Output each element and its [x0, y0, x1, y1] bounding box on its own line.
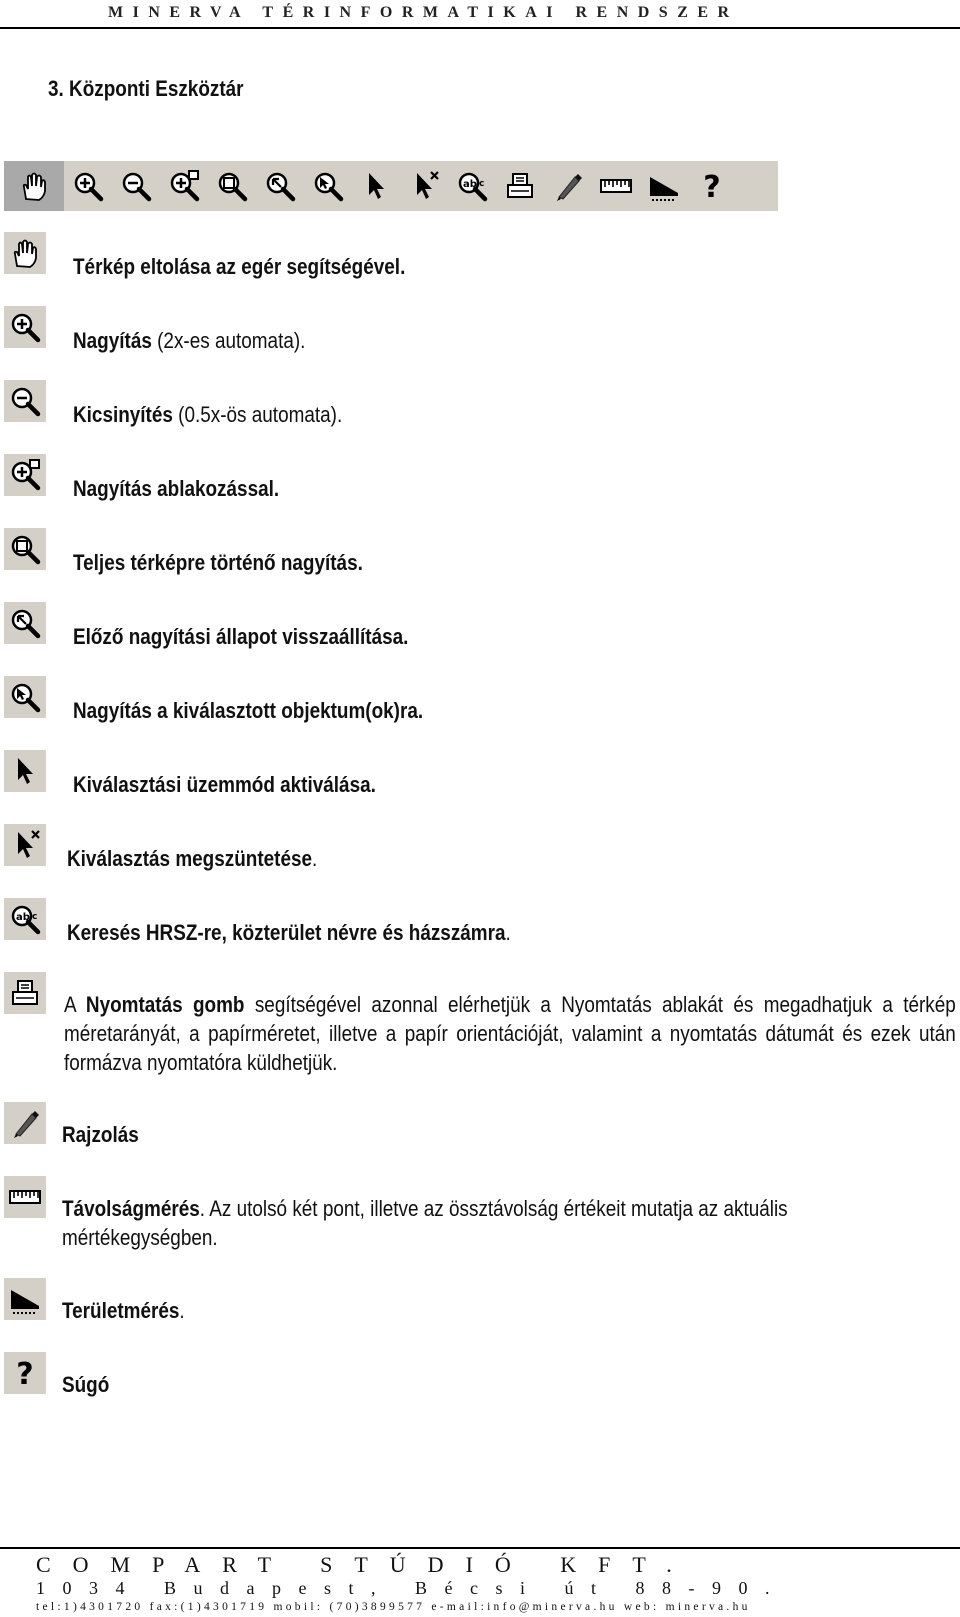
item-zoom-full-text: Teljes térképre történő nagyítás. — [73, 550, 363, 575]
zoom-window-button[interactable] — [160, 163, 208, 209]
zoom-full-icon — [215, 169, 249, 203]
pan-tool-swatch — [4, 232, 46, 274]
measure-area-icon — [647, 169, 681, 203]
hand-icon — [17, 169, 51, 203]
print-icon — [503, 169, 537, 203]
zoom-out-icon — [119, 169, 153, 203]
svg-text:ab: ab — [463, 179, 477, 190]
zoom-selection-button[interactable] — [304, 163, 352, 209]
deselect-tool-swatch — [4, 824, 46, 866]
help-icon — [695, 169, 729, 203]
help-icon — [8, 1356, 42, 1390]
footer-divider — [0, 1547, 960, 1549]
deselect-icon — [407, 169, 441, 203]
print-icon — [8, 976, 42, 1010]
zoom-in-tool-swatch — [4, 306, 46, 348]
measure-distance-icon — [599, 169, 633, 203]
select-arrow-icon — [359, 169, 393, 203]
item-zoom-previous-text: Előző nagyítási állapot visszaállítása. — [73, 624, 409, 649]
zoom-full-button[interactable] — [208, 163, 256, 209]
distance-tool-swatch — [4, 1176, 46, 1218]
zoom-previous-icon — [8, 606, 42, 640]
item-distance-text: Távolságmérés. Az utolsó két pont, illetve az össztávolság értékeit mutatja az aktuális mértékegységben. — [62, 1196, 788, 1250]
draw-button[interactable] — [544, 163, 592, 209]
area-tool-swatch — [4, 1278, 46, 1320]
zoom-full-icon — [8, 532, 42, 566]
zoom-previous-icon — [263, 169, 297, 203]
select-tool-swatch — [4, 750, 46, 792]
item-zoom-in-text: Nagyítás (2x-es automata). — [73, 328, 306, 353]
central-toolbar — [4, 161, 778, 211]
footer-company: COMPART STÚDIÓ KFT. — [36, 1552, 694, 1577]
section-title: 3. Központi Eszköztár — [48, 76, 244, 101]
search-tool-swatch — [4, 898, 46, 940]
zoom-window-icon — [167, 169, 201, 203]
item-zoom-window-text: Nagyítás ablakozással. — [73, 476, 280, 501]
area-button[interactable] — [640, 163, 688, 209]
item-pan-text: Térkép eltolása az egér segítségével. — [73, 254, 406, 279]
zoom-previous-button[interactable] — [256, 163, 304, 209]
header-divider — [0, 27, 960, 29]
item-area-text: Területmérés. — [62, 1298, 185, 1323]
svg-text:c: c — [32, 912, 38, 922]
zoom-previous-tool-swatch — [4, 602, 46, 644]
footer-contact: tel:1)4301720 fax:(1)4301719 mobil: (70)3899577 e-mail:info@minerva.hu web: minerva.hu — [36, 1601, 751, 1613]
deselect-button[interactable] — [400, 163, 448, 209]
item-help-text: Súgó — [62, 1372, 110, 1397]
zoom-in-icon — [8, 310, 42, 344]
zoom-out-tool-swatch — [4, 380, 46, 422]
help-tool-swatch — [4, 1352, 46, 1394]
zoom-out-icon — [8, 384, 42, 418]
item-select-text: Kiválasztási üzemmód aktiválása. — [73, 772, 376, 797]
measure-area-icon — [8, 1282, 42, 1316]
deselect-icon — [8, 828, 42, 862]
distance-button[interactable] — [592, 163, 640, 209]
svg-text:?: ? — [703, 170, 721, 203]
zoom-out-button[interactable] — [112, 163, 160, 209]
item-zoom-out-text: Kicsinyítés (0.5x-ös automata). — [73, 402, 343, 427]
search-icon — [8, 902, 42, 936]
item-print-text: A Nyomtatás gomb segítségével azonnal elérhetjük a Nyomtatás ablakát és megadhatjuk a térkép méretarányát, a papírméretet, illetve a papír orientációját, valamint a nyomtatás dátumát és ezek után formázva nyomtatóra küldhetjük. — [64, 992, 956, 1075]
zoom-in-icon — [71, 169, 105, 203]
item-zoom-selection-text: Nagyítás a kiválasztott objektum(ok)ra. — [73, 698, 424, 723]
zoom-selection-icon — [311, 169, 345, 203]
zoom-selection-icon — [8, 680, 42, 714]
footer-address: 1034 Budapest, Bécsi út 88-90. — [36, 1578, 787, 1598]
draw-tool-swatch — [4, 1102, 46, 1144]
svg-text:c: c — [479, 179, 485, 189]
item-deselect-text: Kiválasztás megszüntetése. — [67, 846, 318, 871]
draw-icon — [551, 169, 585, 203]
zoom-window-icon — [8, 458, 42, 492]
zoom-window-tool-swatch — [4, 454, 46, 496]
print-button[interactable] — [496, 163, 544, 209]
svg-text:?: ? — [16, 1357, 34, 1390]
draw-icon — [8, 1106, 42, 1140]
pan-button[interactable] — [4, 161, 64, 211]
zoom-in-button[interactable] — [64, 163, 112, 209]
hand-icon — [8, 236, 42, 270]
item-draw-text: Rajzolás — [62, 1122, 139, 1147]
document-header: MINERVA TÉRINFORMATIKAI RENDSZER — [108, 4, 739, 21]
select-arrow-icon — [8, 754, 42, 788]
print-tool-swatch — [4, 972, 46, 1014]
search-icon — [455, 169, 489, 203]
zoom-selection-tool-swatch — [4, 676, 46, 718]
zoom-full-tool-swatch — [4, 528, 46, 570]
select-button[interactable] — [352, 163, 400, 209]
item-search-text: Keresés HRSZ-re, közterület névre és házszámra. — [67, 920, 511, 945]
help-button[interactable] — [688, 163, 736, 209]
svg-text:ab: ab — [16, 912, 30, 923]
search-button[interactable] — [448, 163, 496, 209]
measure-distance-icon — [8, 1180, 42, 1214]
